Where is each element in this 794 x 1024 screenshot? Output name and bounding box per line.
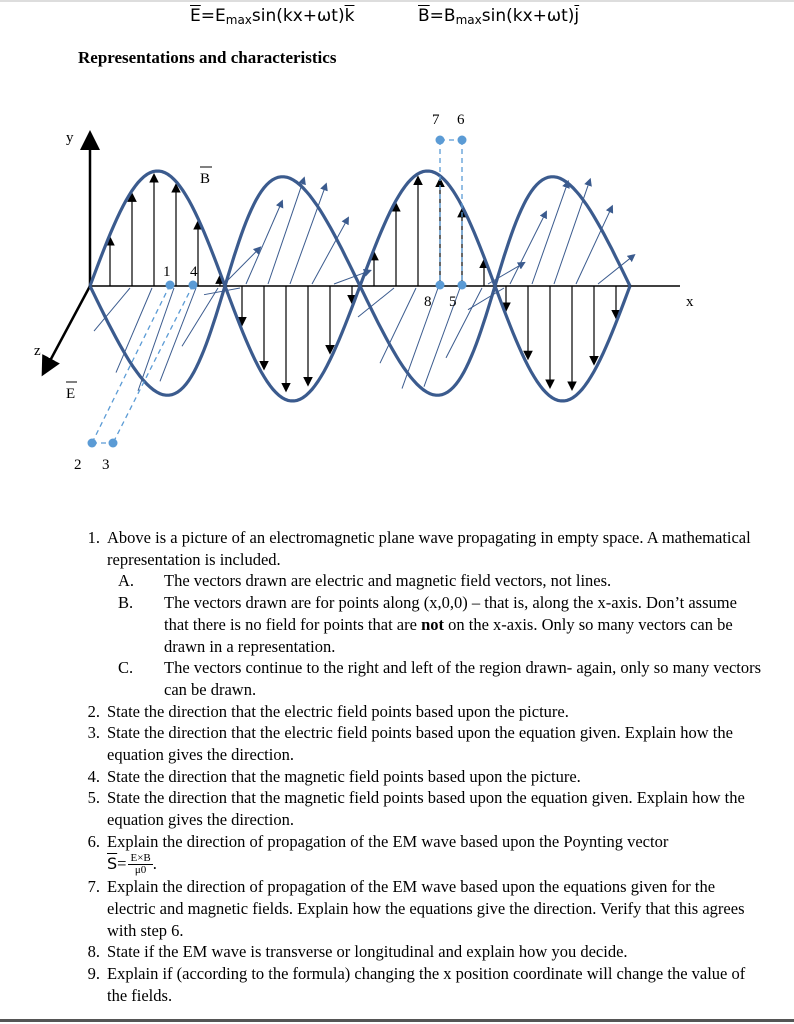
point-3-label: 3 — [102, 457, 110, 473]
question-list — [74, 527, 764, 1006]
e-field-vector — [380, 288, 416, 363]
e-rhs: sin(kx+ωt) — [251, 6, 345, 26]
question-5 — [74, 787, 764, 830]
b-rhs: sin(kx+ωt) — [481, 6, 575, 26]
e-vector-label: E — [66, 386, 76, 402]
point-7-label: 7 — [432, 112, 440, 128]
q-number: 7. — [87, 877, 100, 897]
point-1-label: 1 — [163, 264, 171, 280]
em-wave-diagram — [0, 100, 794, 480]
b-sub: max — [455, 13, 482, 27]
z-axis-label: z — [34, 343, 41, 359]
q-text: Explain the direction of propagation of the EM wave based upon the Poynting vector — [107, 831, 669, 851]
q-text: Explain the direction of propagation of the EM wave based upon the equations given for the electric and magnetic fields. Explain how the equations give the direction. Verify that this agrees with step 6. — [107, 877, 745, 940]
q-number: 2. — [87, 701, 100, 721]
section-heading: Representations and characteristics — [78, 48, 337, 67]
q-text: Above is a picture of an electromagnetic plane wave propagating in empty space. A mathematical representation is included. — [107, 528, 751, 569]
point-5-label: 5 — [449, 294, 457, 310]
question-2 — [74, 701, 764, 723]
sub-label: C. — [118, 658, 134, 678]
bottom-rule — [0, 1019, 794, 1022]
e-field-vector — [246, 201, 282, 284]
e-field-vector — [160, 288, 196, 381]
formula-denominator: μ0 — [134, 864, 147, 877]
point-6-label: 6 — [457, 112, 465, 128]
q-text: State the direction that the magnetic field points based upon the picture. — [107, 766, 581, 786]
point-8-label: 8 — [424, 294, 432, 310]
e-field-vector — [268, 178, 304, 284]
q-text: State the direction that the electric field points based upon the picture. — [107, 701, 569, 721]
q-number: 3. — [87, 723, 100, 743]
question-8 — [74, 941, 764, 963]
z-axis — [44, 286, 90, 372]
q-number: 6. — [87, 831, 100, 851]
sub-text: The vectors drawn are electric and magnetic field vectors, not lines. — [164, 571, 612, 591]
formula-end: . — [152, 853, 157, 873]
question-7 — [74, 876, 764, 941]
sub-text: on the x-axis. Only so many vectors can be drawn in a representation. — [164, 614, 733, 656]
question-1 — [74, 527, 764, 570]
q-number: 9. — [87, 964, 100, 984]
e-field-vector — [224, 248, 260, 284]
j-unit-vector: $\overline{j}$ — [574, 6, 580, 26]
question-4 — [74, 766, 764, 788]
q-number: 1. — [87, 528, 100, 547]
top-rule — [0, 0, 794, 2]
y-axis-label: y — [66, 130, 74, 146]
e-vector-symbol: $\overline{E}$ — [190, 6, 201, 26]
q-number: 4. — [87, 766, 100, 786]
question-3 — [74, 722, 764, 765]
b-vector-label: B — [200, 171, 211, 187]
formula-numerator: E×B — [130, 852, 151, 865]
e-field-vector — [116, 288, 152, 373]
sub-label: B. — [118, 593, 134, 613]
question-1a — [74, 570, 764, 592]
formula-eq: = — [117, 853, 127, 873]
question-9 — [74, 963, 764, 1006]
e-sub: max — [225, 13, 252, 27]
e-field-vector — [532, 182, 568, 284]
b-vector-symbol: $\overline{B}$ — [418, 6, 430, 26]
q-number: 8. — [87, 942, 100, 962]
q-text: State the direction that the electric field points based upon the equation given. Explain how the equation gives the direction. — [107, 723, 733, 765]
q-text: State the direction that the magnetic field points based upon the equation given. Explain how the equation gives the direction. — [107, 788, 745, 830]
formula-fraction — [128, 853, 152, 876]
e-field-vector — [554, 180, 590, 284]
b-eq: =B — [429, 6, 456, 26]
x-axis-label: x — [686, 294, 694, 310]
b-field-equation — [418, 6, 579, 27]
q-text: Explain if (according to the formula) changing the x position coordinate will change the value of the fields. — [107, 964, 746, 1005]
e-field-vector — [94, 288, 130, 331]
sub-label: A. — [118, 571, 135, 591]
sub-emphasis: not — [421, 614, 444, 634]
poynting-formula — [107, 852, 157, 877]
sub-text: The vectors drawn are for points along (x,0,0) – that is, along the x-axis. Don’t assume that there is no field for points that are — [164, 593, 737, 634]
s-vector: $\overline{S}$ — [107, 853, 118, 873]
e-field-vector — [138, 288, 174, 391]
question-6 — [74, 831, 764, 876]
question-1c — [74, 657, 764, 700]
k-unit-vector: $\overline{k}$ — [344, 6, 355, 26]
question-1b — [74, 592, 764, 657]
point-4-label: 4 — [190, 264, 198, 280]
q-number: 5. — [87, 788, 100, 808]
sub-text: The vectors continue to the right and left of the region drawn- again, only so many vectors can be drawn. — [164, 658, 762, 699]
q-text: State if the EM wave is transverse or longitudinal and explain how you decide. — [107, 942, 628, 962]
point-2-label: 2 — [74, 457, 82, 473]
e-eq: =E — [200, 6, 226, 26]
e-field-equation — [190, 6, 354, 27]
